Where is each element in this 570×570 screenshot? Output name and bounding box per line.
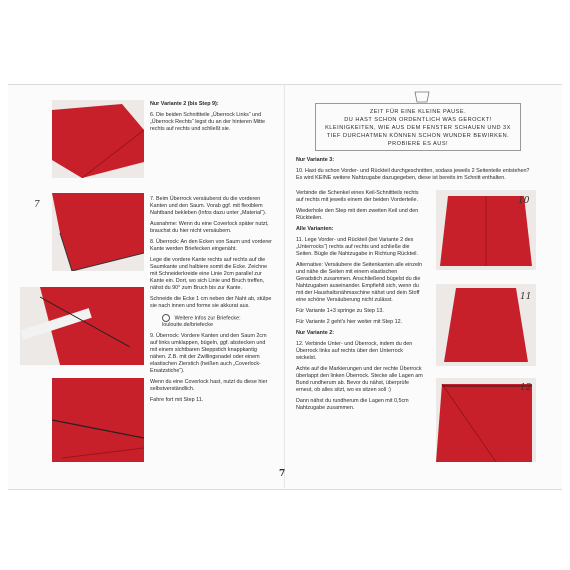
photo-number-12: 12 (520, 383, 532, 393)
pause-box (315, 103, 521, 151)
photo-step-8 (20, 287, 144, 365)
variant-2-heading-right: Nur Variante 2: (296, 330, 335, 336)
step-11-alternative: Alternative: Versäubere die Seitenkanten alle einzeln und nähe die Seiten mit einem elastischen Geradstich zusammen. Anschließend bügelst du die Nahtzugaben auseinander. Empfiehlt sich, wenn du mit der Haushaltsnähmaschine nähst und dein Stoff eine schöne Versäuberung nicht zulässt. (296, 262, 423, 303)
step-9-coverlock: Wenn du eine Coverlock hast, nutzt du diese hier selbstverständlich. (150, 379, 268, 393)
step-7-main: 7. Beim Überrock versäuberst du die vorderen Kanten und den Saum. Vorab ggf. mit flexiblem Nahtband bekleben (Infos dazu unter „Material“). (150, 196, 267, 216)
step-6-text: 6. Die beiden Schnittteile „Überrock Links“ und „Überrock Rechts“ legst du an der hinteren Mitte rechts auf rechts und schließt sie. (150, 112, 266, 132)
photo-step-7 (52, 193, 144, 271)
step-11-main: 11. Lege Vorder- und Rückteil (bei Variante 2 des „Unterrocks“) rechts auf rechts und schließe die Seiten. Bügle die Nahtzugabe in Richtung Rückteil. (296, 237, 418, 257)
pause-title: ZEIT FÜR EINE KLEINE PAUSE. (369, 109, 467, 115)
step-12-sew: Dann nähst du rundherum die Lagen mit 0,5cm Nahtzugabe zusammen. (296, 398, 409, 411)
photo-number-7: 7 (34, 200, 40, 210)
step-8-intro: 8. Überrock: An den Ecken von Saum und vorderer Kante werden Briefecken eingenäht. (150, 239, 272, 252)
page-number: 7 (279, 469, 286, 479)
step-7-exception: Ausnahme: Wenn du eine Coverlock später nutzt, brauchst du hier nicht versäubern. (150, 221, 269, 234)
photo-number-10: 10 (518, 196, 530, 206)
step-10-wedge: Verbinde die Schenkel eines Keil-Schnittteils rechts auf rechts mit jeweils einem der beiden Vorderteile. (296, 190, 419, 203)
step-12-markings: Achte auf die Markierungen und der rechte Überrock überlappt den linken Überrock. Stecke alle Lagen am Bund rundherum ab. Bevor du nähst, überprüfe erneut, ob alles sitzt, wo es sitzen soll :) (296, 366, 423, 393)
variant-2-heading: Nur Variante 2 (bis Step 9): (150, 101, 219, 107)
crest-icon (413, 90, 431, 104)
all-variants-heading: Alle Varianten: (296, 226, 334, 232)
photo-number-11: 11 (520, 292, 532, 302)
briefecke-link-url[interactable]: loulouite.de/briefecke (162, 322, 213, 329)
link-icon (162, 314, 170, 322)
briefecke-link-label: Weitere Infos zur Briefecke: (174, 315, 241, 322)
right-column-text-mid (296, 190, 424, 416)
step-8-cut: Schneide die Ecke 1 cm neben der Naht ab, stülpe sie nach innen und forme sie akkurat aus. (150, 296, 272, 309)
step-8-body: Lege die vordere Kante rechts auf rechts auf die Saumkante und halbiere somit die Ecke. Zeichne mit Schneiderkreide eine Linie 2cm parallel zur Kante ein. Dort, wo sich Linie und Bruch treffen, nähst du 90° zum Bruch bis zur Kante. (150, 257, 268, 291)
step-12-main: 12. Verbinde Unter- und Überrock, indem du den Überrock links auf rechts über den Unterrock wickelst. (296, 341, 413, 361)
left-column-text (150, 101, 272, 137)
photo-step-6 (52, 100, 144, 178)
pause-text: DU HAST SCHON ORDENTLICH WAS GEROCKT! KLEINIGKEITEN, WIE AUS DEM FENSTER SCHAUEN UND 3X TIEF DURCHATMEN KÖNNEN SCHON WUNDER BEWIRKEN. PROBIERE ES AUS! (325, 117, 511, 147)
photo-step-9 (52, 378, 144, 462)
step-10-repeat: Wiederhole den Step mit dem zweiten Keil und den Rückteilen. (296, 208, 419, 221)
step-7-text (150, 196, 272, 408)
briefecke-link-block[interactable] (150, 314, 272, 329)
step-9-main: 9. Überrock: Vordere Kanten und den Saum 2cm auf links umklappen, bügeln, ggf. abstecken und mit einem sichtbaren Steppstich knappkantig nähen. Z.B. mit der Zwillingsnadel oder einem elastischen Zierstich (heißen auch „Coverlock-Ersatzstiche“). (150, 333, 267, 375)
variant-3-heading: Nur Variante 3: (296, 157, 335, 163)
step-11-jump: Für Variante 1+3 springe zu Step 13. (296, 308, 384, 314)
step-10-main: 10. Hast du schon Vorder- und Rückteil durchgeschnitten, sodass jeweils 2 Seitenteile entstehen? Es wird KEINE weitere Nahtzugabe dazugegeben, diese ist bereits im Schnitt enthalten. (296, 168, 530, 181)
step-11-continue: Für Variante 2 geht's hier weiter mit Step 12. (296, 319, 403, 325)
right-column-text-top (296, 157, 536, 186)
page-fold (284, 84, 285, 488)
step-9-continue: Fahre fort mit Step 11. (150, 397, 204, 404)
